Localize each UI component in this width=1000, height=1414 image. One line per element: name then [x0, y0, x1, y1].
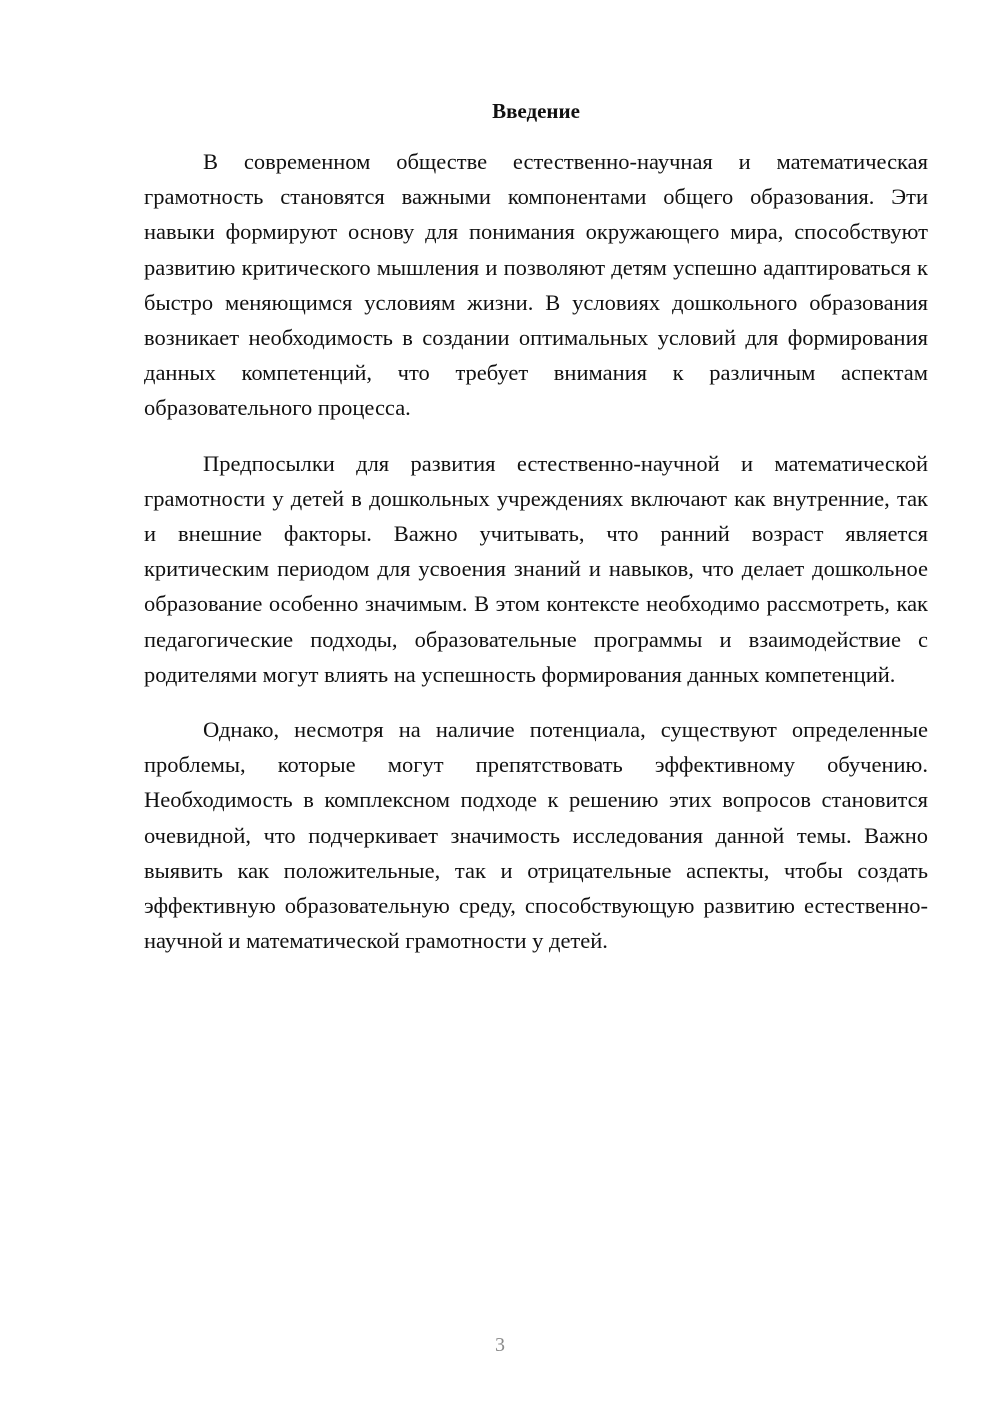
- paragraph-3: Однако, несмотря на наличие потенциала, существуют определенные проблемы, которые могут препятствовать эффективному обучению. Необходимость в комплексном подходе к решению этих вопросов становится очевидной, что подчеркивает значимость исследования данной темы. Важно выявить как положительные, так и отрицательные аспекты, чтобы создать эффективную образовательную среду, способствующую развитию естественно-научной и математической грамотности у детей.: [144, 717, 928, 954]
- paragraph-2: Предпосылки для развития естественно-научной и математической грамотности у детей в дошкольных учреждениях включают как внутренние, так и внешние факторы. Важно учитывать, что ранний возраст является критическим периодом для усвоения знаний и навыков, что делает дошкольное образование особенно значимым. В этом контексте необходимо рассмотреть, как педагогические подходы, образовательные программы и взаимодействие с родителями могут влиять на успешность формирования данных компетенций.: [144, 450, 928, 687]
- page-number: 3: [495, 1334, 505, 1356]
- page-content: [144, 94, 928, 978]
- section-heading: Введение: [492, 99, 580, 123]
- paragraph-1: В современном обществе естественно-научная и математическая грамотность становятся важными компонентами общего образования. Эти навыки формируют основу для понимания окружающего мира, способствуют развитию критического мышления и позволяют детям успешно адаптироваться к быстро меняющимся условиям жизни. В условиях дошкольного образования возникает необходимость в создании оптимальных условий для формирования данных компетенций, что требует внимания к различным аспектам образовательного процесса.: [144, 149, 928, 421]
